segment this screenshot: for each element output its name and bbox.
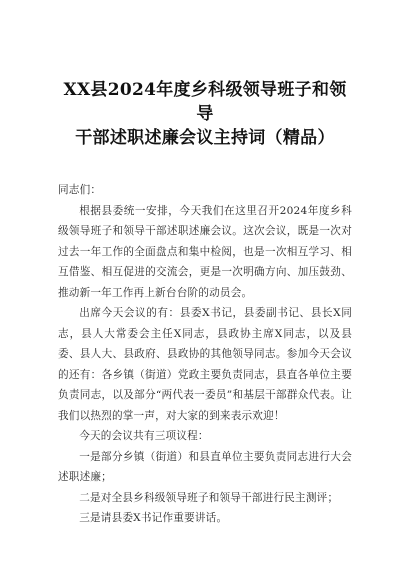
agenda-item-1: 一是部分乡镇（街道）和县直单位主要负责同志进行大会述职述廉； <box>58 450 352 483</box>
agenda-item-3: 三是请县委X书记作重要讲话。 <box>79 512 228 524</box>
paragraph-intro: 根据县委统一安排，今天我们在这里召开2024年度乡科级领导班子和领导干部述职述廉会议。这次会议，既是一次对过去一年工作的全面盘点和集中检阅，也是一次相互学习、相互借鉴、相互促进的交流会，更是一次明确方向、加压鼓劲、推动新一年工作再上新台台阶的动员会。 <box>58 204 352 299</box>
agenda-item-2: 二是对全县乡科级领导班子和领导干部进行民主测评； <box>79 491 339 504</box>
paragraph-agenda-heading: 今天的会议共有三项议程： <box>79 430 209 442</box>
document-body <box>58 180 352 529</box>
title-line-2: 干部述职述廉会议主持词（精品） <box>75 128 335 148</box>
paragraph-attendees: 出席今天会议的有：县委X书记，县委副书记、县长X同志，县人大常委会主任X同志，县政协主席X同志，以及县委、县人大、县政府、县政协的其他领导同志。参加今天会议的还有：各乡镇（街道）党政主要负责同志，县直各单位主要负责同志，以及部分“两代表一委员”和基层干部群众代表。让我们以热烈的掌一声，对大家的到来表示欢迎！ <box>58 307 352 422</box>
greeting: 同志们： <box>58 184 102 196</box>
document-title <box>58 78 352 150</box>
title-line-1: XX县2024年度乡科级领导班子和领导 <box>63 80 347 124</box>
